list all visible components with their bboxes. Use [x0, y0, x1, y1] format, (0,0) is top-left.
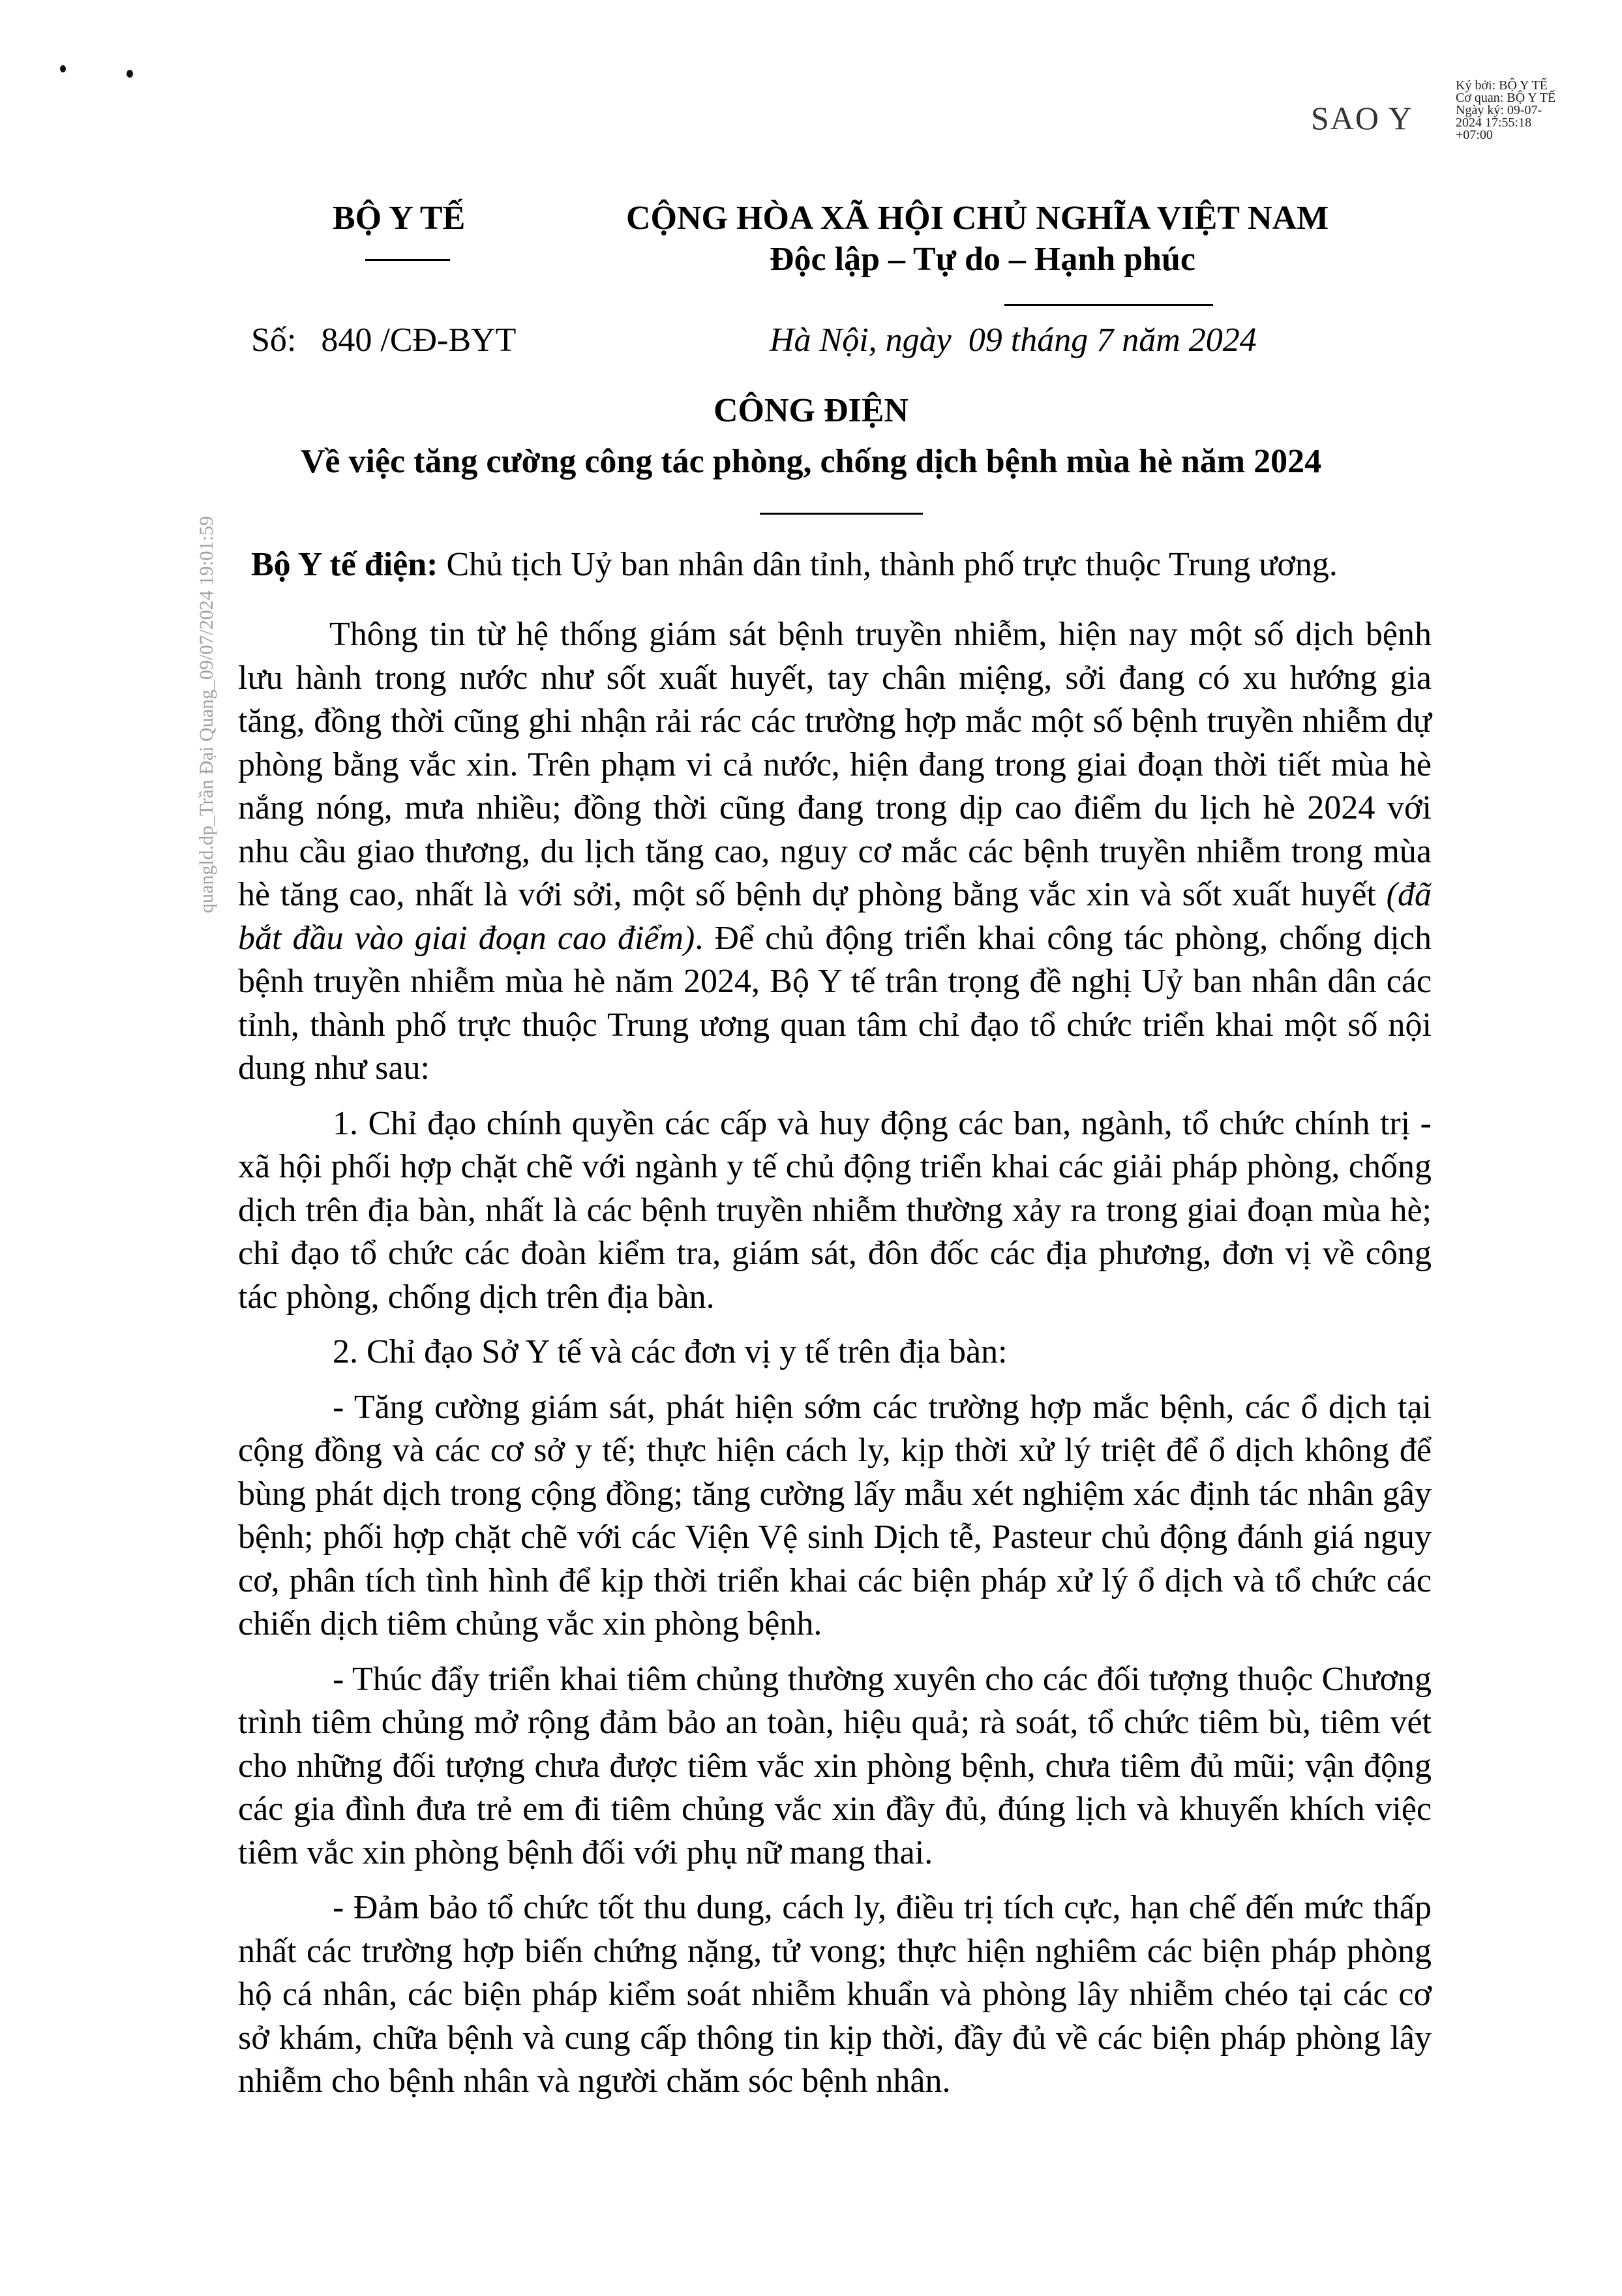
item-2: 2. Chỉ đạo Sở Y tế và các đơn vị y tế trên địa bàn:	[333, 1333, 1008, 1370]
issuing-agency: BỘ Y TẾ	[333, 200, 466, 237]
signing-agency: Cơ quan: BỘ Y TẾ	[1456, 91, 1556, 105]
motto-divider	[1004, 304, 1213, 306]
document-type: CÔNG ĐIỆN	[713, 392, 909, 429]
recipient-label: Bộ Y tế điện:	[251, 546, 438, 583]
intro-text: Thông tin từ hệ thống giám sát bệnh truyền nhiễm, hiện nay một số dịch bệnh lưu hành trong nước như sốt xuất huyết, tay chân miệng, sởi đang có xu hướng gia tăng, đồng thời cũng ghi nhận rải rác các trường hợp mắc một số bệnh truyền nhiễm dự phòng bằng vắc xin. Trên phạm vi cả nước, hiện đang trong giai đoạn thời tiết mùa hè nắng nóng, mưa nhiều; đồng thời cũng đang trong dịp cao điểm du lịch hè 2024 với nhu cầu giao thương, du lịch tăng cao, nguy cơ mắc các bệnh truyền nhiễm trong mùa hè tăng cao, nhất là với sởi, một số bệnh dự phòng bằng vắc xin và sốt xuất huyết	[238, 616, 1432, 913]
national-motto: Độc lập – Tự do – Hạnh phúc	[770, 241, 1195, 278]
scan-speck	[127, 70, 133, 78]
place-and-date: Hà Nội, ngày 09 tháng 7 năm 2024	[770, 322, 1257, 359]
item-1: 1. Chỉ đạo chính quyền các cấp và huy động các ban, ngành, tổ chức chính trị - xã hội phối hợp chặt chẽ với ngành y tế chủ động triển khai các giải pháp phòng, chống dịch trên địa bàn, nhất là các bệnh truyền nhiễm thường xảy ra trong giai đoạn mùa hè; chỉ đạo tổ chức các đoàn kiểm tra, giám sát, đôn đốc các địa phương, đơn vị về công tác phòng, chống dịch trên địa bàn.	[238, 1104, 1432, 1316]
item-2-bullet: - Tăng cường giám sát, phát hiện sớm các trường hợp mắc bệnh, các ổ dịch tại cộng đồng và các cơ sở y tế; thực hiện cách ly, kịp thời xử lý triệt để ổ dịch không để bùng phát dịch trong cộng đồng; tăng cường lấy mẫu xét nghiệm xác định tác nhân gây bệnh; phối hợp chặt chẽ với các Viện Vệ sinh Dịch tễ, Pasteur chủ động đánh giá nguy cơ, phân tích tình hình để kịp thời triển khai các biện pháp xử lý ổ dịch và tổ chức các chiến dịch tiêm chủng vắc xin phòng bệnh.	[238, 1388, 1432, 1642]
item-2-bullet: - Đảm bảo tổ chức tốt thu dung, cách ly, điều trị tích cực, hạn chế đến mức thấp nhất các trường hợp biến chứng nặng, tử vong; thực hiện nghiêm các biện pháp phòng hộ cá nhân, các biện pháp kiểm soát nhiễm khuẩn và phòng lây nhiễm chéo tại các cơ sở khám, chữa bệnh và cung cấp thông tin kịp thời, đầy đủ về các biện pháp phòng lây nhiễm cho bệnh nhân và người chăm sóc bệnh nhân.	[238, 1889, 1432, 2100]
recipient-text: Chủ tịch Uỷ ban nhân dân tỉnh, thành phố trực thuộc Trung ương.	[438, 546, 1338, 583]
signed-by: Ký bởi: BỘ Y TẾ	[1456, 78, 1548, 93]
intro-italic-note: (đã bắt đầu vào giai đoạn cao điểm)	[238, 876, 1432, 957]
item-2-bullet: - Thúc đẩy triển khai tiêm chủng thường xuyên cho các đối tượng thuộc Chương trình tiêm chủng mở rộng đảm bảo an toàn, hiệu quả; rà soát, tổ chức tiêm bù, tiêm vét cho những đối tượng chưa được tiêm vắc xin phòng bệnh, chưa tiêm đủ mũi; vận động các gia đình đưa trẻ em đi tiêm chủng vắc xin đầy đủ, đúng lịch và khuyến khích việc tiêm vắc xin phòng bệnh đối với phụ nữ mang thai.	[238, 1660, 1432, 1871]
signed-date-line2: 2024 17:55:18	[1456, 115, 1532, 130]
signed-date-line3: +07:00	[1456, 128, 1493, 142]
document-number	[251, 321, 516, 359]
subject-divider	[760, 513, 923, 515]
intro-text-cont: . Để chủ động triển khai công tác phòng, chống dịch bệnh truyền nhiễm mùa hè năm 2024, Bộ Y tế trân trọng đề nghị Uỷ ban nhân dân các tỉnh, thành phố trực thuộc Trung ương quan tâm chỉ đạo tổ chức triển khai một số nội dung như sau:	[238, 919, 1432, 1087]
document-number-value: 840 /CĐ-BYT	[321, 322, 517, 359]
document-body	[238, 613, 1432, 2115]
digital-signature-info	[1456, 80, 1612, 142]
copy-stamp-label: SAO Y	[1311, 100, 1413, 136]
signed-date-line1: Ngày ký: 09-07-	[1456, 103, 1542, 117]
document-subject: Về việc tăng cường công tác phòng, chống dịch bệnh mùa hè năm 2024	[300, 443, 1322, 480]
watermark: quangld.dp_Trần Đại Quang_09/07/2024 19:01:59	[196, 516, 217, 913]
national-title: CỘNG HÒA XÃ HỘI CHỦ NGHĨA VIỆT NAM	[626, 200, 1329, 237]
intro-paragraph	[238, 613, 1432, 1091]
document-number-label: Số:	[251, 322, 297, 359]
agency-divider	[365, 259, 450, 261]
scan-speck	[60, 65, 66, 72]
recipient-line	[251, 545, 1338, 584]
